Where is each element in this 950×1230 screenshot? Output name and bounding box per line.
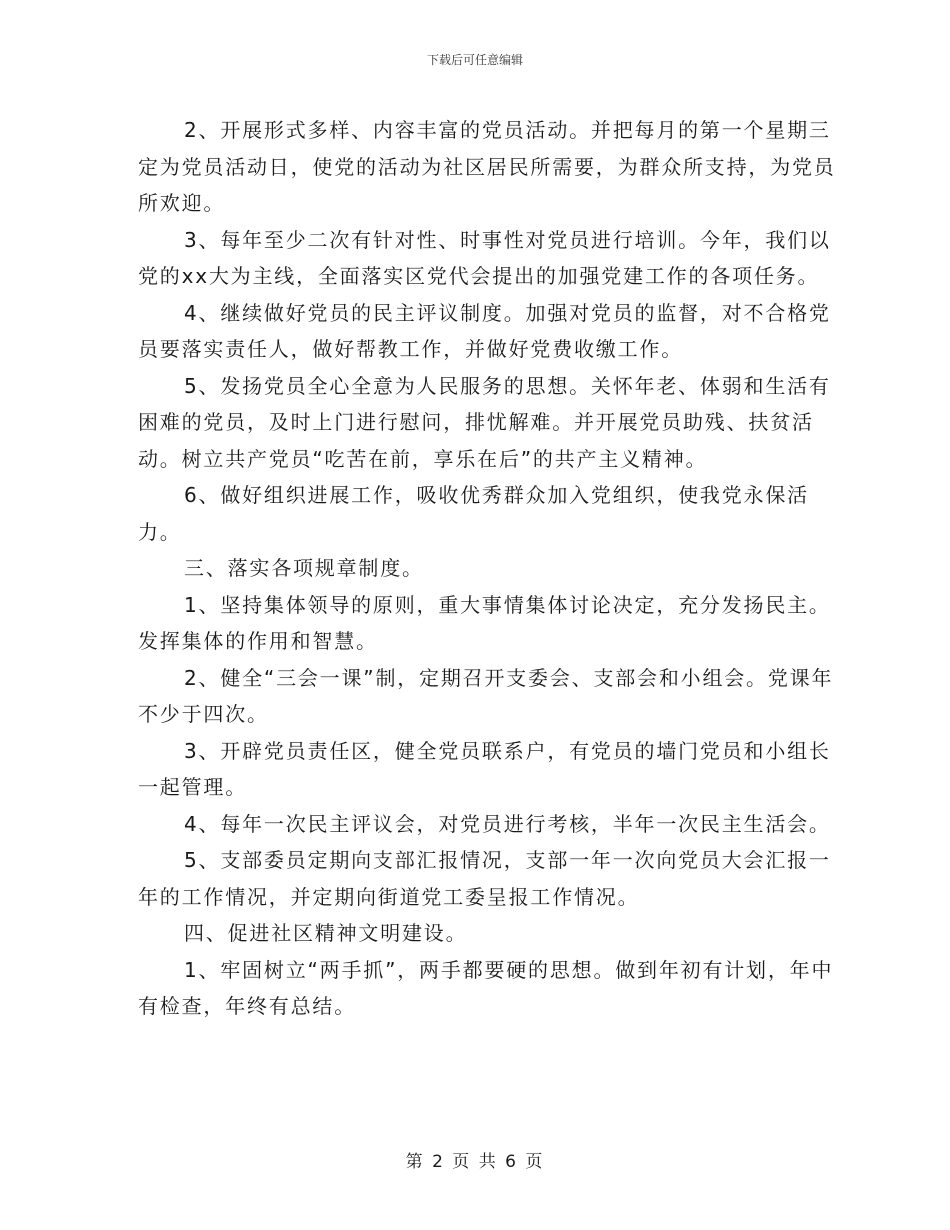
paragraph: 3、每年至少二次有针对性、时事性对党员进行培训。今年，我们以党的xx大为主线，全面落实区党代会提出的加强党建工作的各项任务。	[138, 227, 831, 288]
section-heading: 四、促进社区精神文明建设。	[184, 921, 468, 945]
paragraph: 2、健全“三会一课”制，定期召开支委会、支部会和小组会。党课年不少于四次。	[138, 665, 834, 726]
page-number-footer: 第 2 页 共 6 页	[405, 1152, 545, 1172]
paragraph: 5、发扬党员全心全意为人民服务的思想。关怀年老、体弱和生活有困难的党员，及时上门进行慰问，排忧解难。并开展党员助残、扶贫活动。树立共产党员“吃苦在前，享乐在后”的共产主义精神。	[138, 373, 831, 471]
page-header: 下载后可任意编辑	[426, 53, 523, 67]
paragraph: 3、开辟党员责任区，健全党员联系户，有党员的墙门党员和小组长一起管理。	[138, 738, 831, 799]
paragraph: 2、开展形式多样、内容丰富的党员活动。并把每月的第一个星期三定为党员活动日，使党的活动为社区居民所需要，为群众所支持，为党员所欢迎。	[138, 118, 836, 215]
section-heading: 三、落实各项规章制度。	[184, 556, 424, 580]
document-body	[138, 112, 838, 1025]
paragraph: 1、坚持集体领导的原则，重大事情集体讨论决定，充分发扬民主。发挥集体的作用和智慧。	[138, 592, 831, 653]
paragraph: 6、做好组织进展工作，吸收优秀群众加入党组织，使我党永保活力。	[138, 483, 809, 544]
paragraph: 1、牢固树立“两手抓”，两手都要硬的思想。做到年初有计划，年中有检查，年终有总结。	[138, 957, 834, 1018]
paragraph: 4、继续做好党员的民主评议制度。加强对党员的监督，对不合格党员要落实责任人，做好帮教工作，并做好党费收缴工作。	[138, 300, 831, 361]
paragraph: 4、每年一次民主评议会，对党员进行考核，半年一次民主生活会。	[184, 811, 831, 836]
paragraph: 5、支部委员定期向支部汇报情况，支部一年一次向党员大会汇报一年的工作情况，并定期向街道党工委呈报工作情况。	[138, 848, 831, 909]
